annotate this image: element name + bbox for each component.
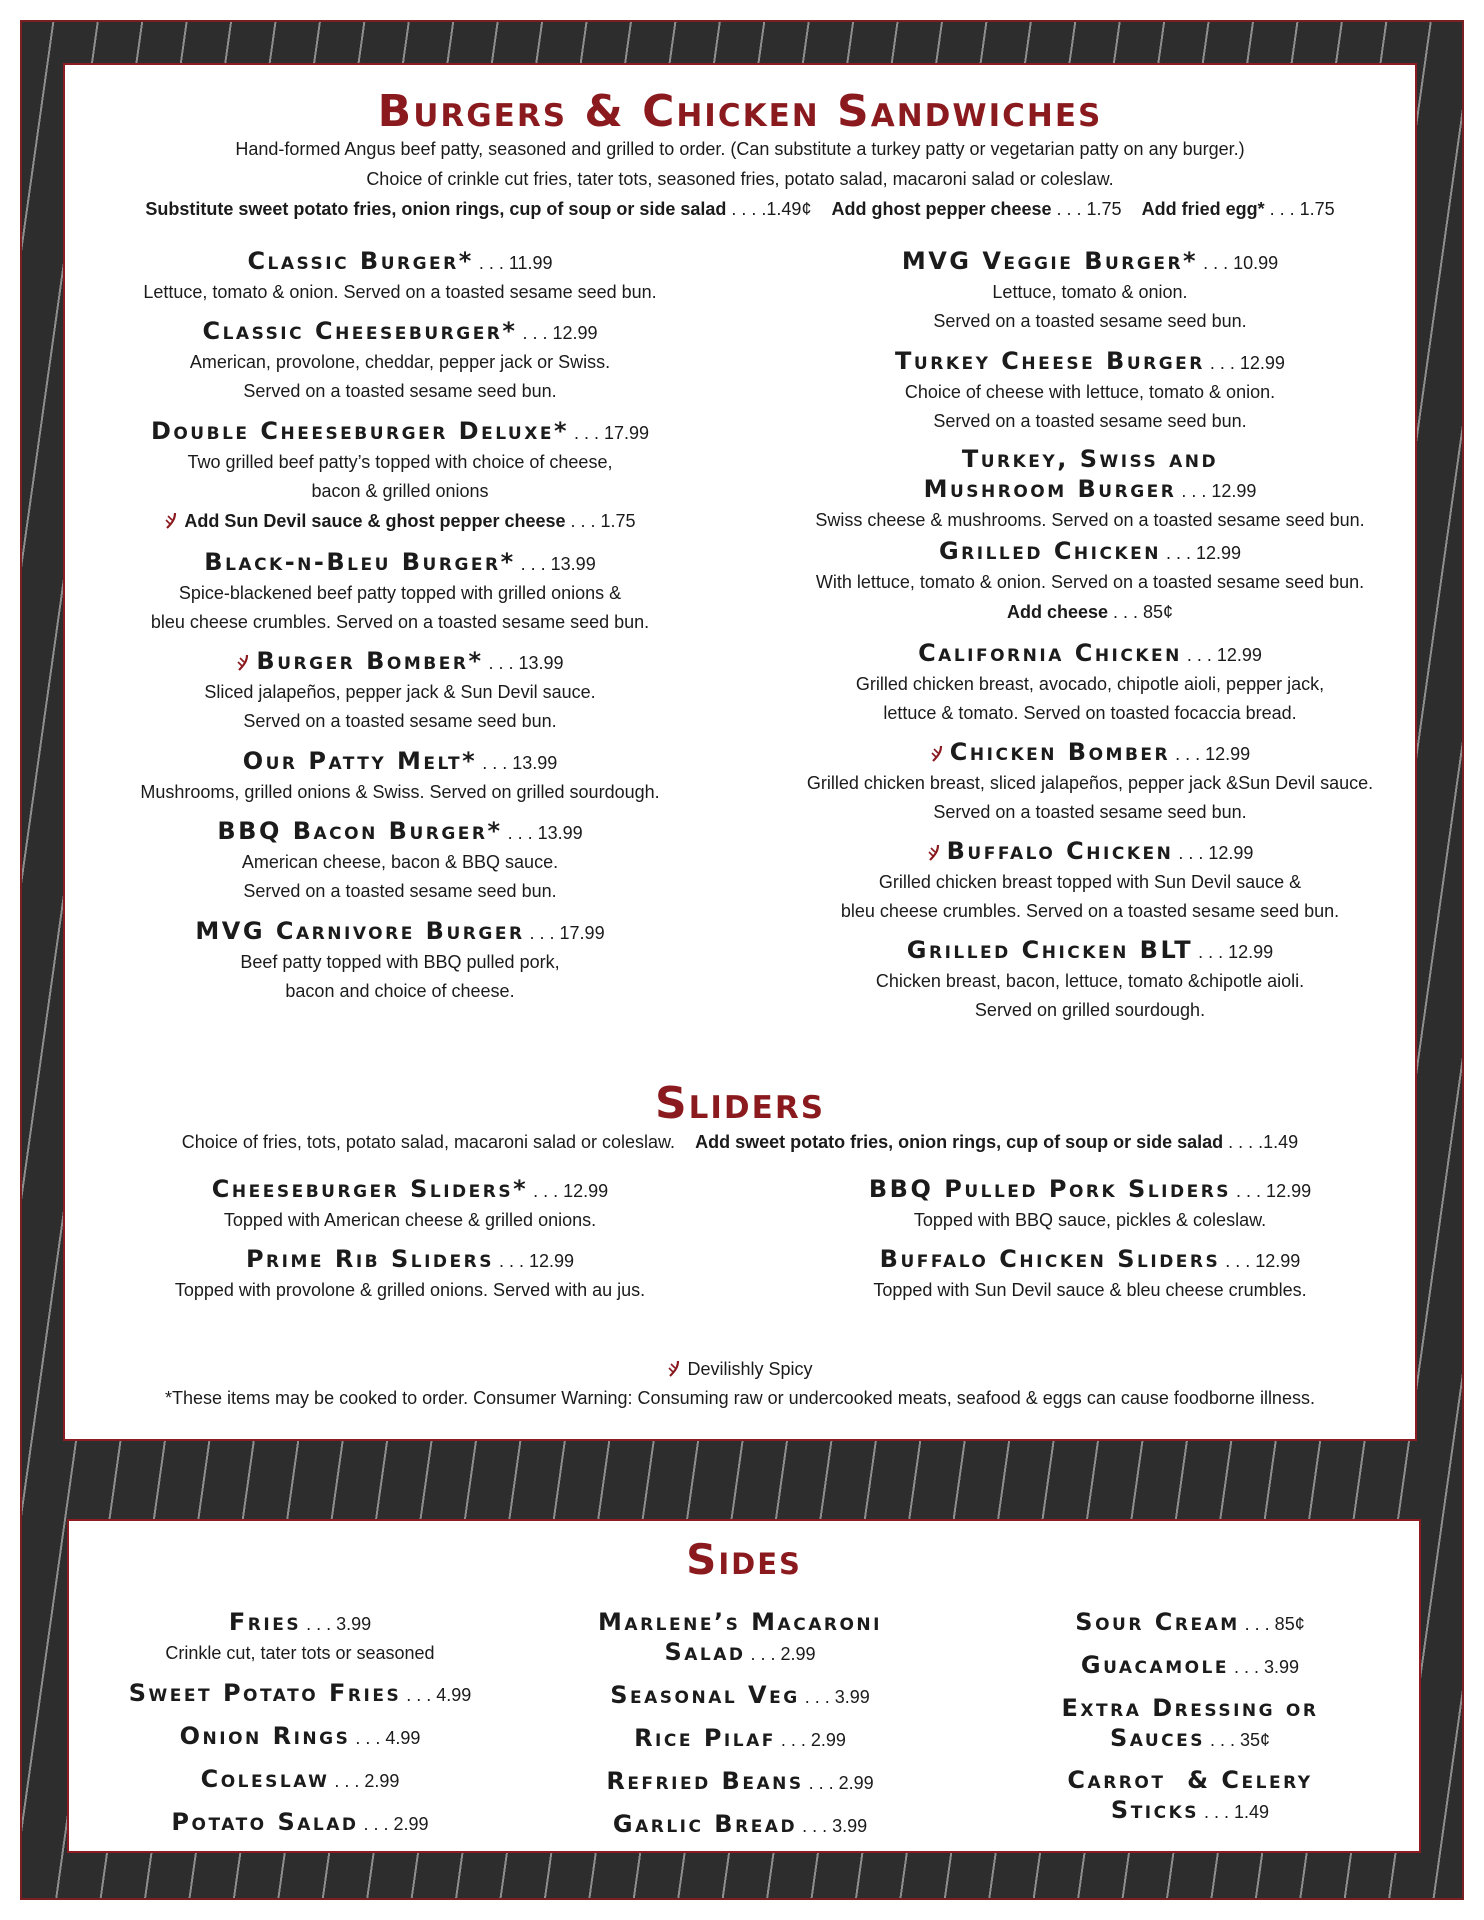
menu-item [775,1244,1405,1305]
item-price: . . . 12.99 [493,1251,575,1271]
item-name: Coleslaw [200,1765,330,1793]
item-name: MVG Carnivore Burger [195,917,525,945]
item-desc: Lettuce, tomato & onion. [992,282,1188,302]
item-price: . . . 35¢ [1205,1730,1271,1750]
item-name: Garlic Bread [612,1810,798,1838]
item-price: . . . 2.99 [358,1814,429,1834]
item-name: Prime Rib Sliders [245,1245,494,1273]
item-desc: Sliced jalapeños, pepper jack & Sun Devil sauce. [204,682,596,702]
item-addon [775,597,1405,627]
item-price: . . . 12.99 [1176,481,1257,501]
item-name: BBQ Pulled Pork Sliders [868,1175,1232,1203]
item-name-line2: Salad [664,1638,746,1666]
item-price: . . . 13.99 [502,823,583,843]
item-desc: lettuce & tomato. Served on toasted focaccia bread. [883,703,1297,723]
item-price: . . . 3.99 [797,1816,868,1836]
item-name: Chicken Bomber [949,738,1171,766]
menu-item [775,935,1405,1025]
item-desc: Grilled chicken breast, avocado, chipotle aioli, pepper jack, [855,674,1325,694]
burgers-intro [63,134,1417,224]
addon-price: . . . 85¢ [1108,602,1174,622]
item-price: . . . 85¢ [1239,1614,1305,1634]
menu-item [100,916,700,1006]
item-price: . . . 2.99 [745,1644,816,1664]
item-desc: With lettuce, tomato & onion. Served on a toasted sesame seed bun. [815,572,1365,592]
item-desc: Served on a toasted sesame seed bun. [933,311,1247,331]
menu-item [775,737,1405,827]
item-name-line1: Extra Dressing or [1061,1694,1319,1722]
item-desc: Served on a toasted sesame seed bun. [933,411,1247,431]
item-name: Rice Pilaf [634,1724,776,1752]
item-desc: Topped with provolone & grilled onions. Served with au jus. [174,1280,646,1300]
item-price: . . . 17.99 [569,423,650,443]
item-name: Cheeseburger Sliders* [211,1175,529,1203]
substitute-price: . . . .1.49¢ [726,199,812,219]
item-desc: Two grilled beef patty’s topped with choice of cheese, [187,452,613,472]
item-desc: American cheese, bacon & BBQ sauce. [241,852,559,872]
item-price: . . . 13.99 [483,653,564,673]
item-name: Turkey Cheese Burger [895,347,1205,375]
menu-item [120,1174,700,1235]
item-desc: Spice-blackened beef patty topped with grilled onions & [178,583,622,603]
item-price: . . . 13.99 [477,753,558,773]
menu-item [775,536,1405,627]
menu-item [100,816,700,906]
item-price: . . . 2.99 [775,1730,846,1750]
item-price: . . . 4.99 [350,1728,421,1748]
burgers-title: Burgers & Chicken Sandwiches [377,86,1103,137]
item-desc: Served on a toasted sesame seed bun. [243,711,557,731]
item-desc: bacon & grilled onions [311,481,489,501]
pepper-icon [236,653,250,671]
burgers-intro-line2: Choice of crinkle cut fries, tater tots, seasoned fries, potato salad, macaroni salad or coleslaw. [366,169,1114,189]
item-name: Sour Cream [1075,1608,1240,1636]
sliders-intro-text: Choice of fries, tots, potato salad, macaroni salad or coleslaw. [181,1132,676,1152]
sides-column-2 [520,1607,960,1841]
item-desc: Swiss cheese & mushrooms. Served on a toasted sesame seed bun. [815,510,1365,530]
addon-price: . . . 1.75 [565,511,636,531]
spicy-legend [63,1354,1417,1384]
item-name: Onion Rings [179,1722,351,1750]
menu-item [100,316,700,406]
item-price: . . . 12.99 [1204,353,1285,373]
item-price: . . . 12.99 [1160,543,1242,563]
item-price: . . . 12.99 [517,323,598,343]
item-desc: Mushrooms, grilled onions & Swiss. Served on grilled sourdough. [140,782,660,802]
item-desc: Topped with Sun Devil sauce & bleu cheese crumbles. [873,1280,1307,1300]
item-name: Burger Bomber* [256,647,484,675]
item-name: Sweet Potato Fries [128,1679,402,1707]
menu-item [100,547,700,637]
menu-item [100,246,700,307]
pepper-icon [667,1359,681,1377]
item-name: Our Patty Melt* [242,747,478,775]
sides-column-1 [80,1607,520,1839]
sides-title: Sides [686,1535,802,1584]
item-desc: Beef patty topped with BBQ pulled pork, [240,952,560,972]
item-price: . . . 4.99 [401,1685,472,1705]
item-name: California Chicken [918,639,1182,667]
item-price: . . . 12.99 [1231,1181,1312,1201]
item-price: . . . 11.99 [473,253,553,273]
item-price: . . . 12.99 [1173,843,1254,863]
item-price: . . . 12.99 [1181,645,1262,665]
item-price: . . . 12.99 [1220,1251,1301,1271]
item-name-line1: Marlene’s Macaroni [598,1608,882,1636]
item-name: BBQ Bacon Burger* [217,817,503,845]
addon-label: Add Sun Devil sauce & ghost pepper cheese [184,511,566,531]
menu-item [120,1244,700,1305]
item-name-line1: Turkey, Swiss and [961,445,1219,473]
item-price: . . . 13.99 [515,554,596,574]
ghost-price: . . . 1.75 [1051,199,1122,219]
menu-item [100,416,700,536]
item-price: . . . 10.99 [1198,253,1279,273]
sides-column-3 [980,1607,1400,1827]
item-price: . . . 17.99 [524,923,605,943]
item-name-line2: Mushroom Burger [923,475,1177,503]
sliders-add-label: Add sweet potato fries, onion rings, cup of soup or side salad [695,1132,1224,1152]
item-price: . . . 12.99 [1170,744,1251,764]
item-name: Buffalo Chicken [946,837,1174,865]
burgers-addons [63,194,1417,224]
item-addon [100,506,700,536]
substitute-label: Substitute sweet potato fries, onion rings, cup of soup or side salad [145,199,727,219]
item-price: . . . 12.99 [528,1181,609,1201]
pepper-icon [930,744,944,762]
item-name: Buffalo Chicken Sliders [879,1245,1221,1273]
item-price: . . . 3.99 [799,1687,870,1707]
item-desc: American, provolone, cheddar, pepper jack or Swiss. [189,352,611,372]
menu-item [775,836,1405,926]
item-name: Double Cheeseburger Deluxe* [150,417,569,445]
item-desc: Crinkle cut, tater tots or seasoned [165,1643,435,1663]
item-desc: Served on a toasted sesame seed bun. [243,381,557,401]
item-name: Fries [228,1608,302,1636]
item-name: Grilled Chicken [938,537,1161,565]
item-desc: Served on a toasted sesame seed bun. [933,802,1247,822]
item-desc: Served on a toasted sesame seed bun. [243,881,557,901]
item-price: . . . 12.99 [1193,942,1274,962]
item-desc: Grilled chicken breast, sliced jalapeños, pepper jack &Sun Devil sauce. [806,773,1374,793]
pepper-icon [927,843,941,861]
menu-item [775,346,1405,436]
menu-item [775,638,1405,728]
menu-item [100,746,700,807]
item-name: MVG Veggie Burger* [901,247,1199,275]
item-name: Guacamole [1080,1651,1230,1679]
item-desc: Chicken breast, bacon, lettuce, tomato &chipotle aioli. [875,971,1305,991]
sliders-add-price: . . . .1.49 [1223,1132,1299,1152]
item-desc: bleu cheese crumbles. Served on a toasted sesame seed bun. [150,612,650,632]
item-name: Black-n-Bleu Burger* [204,548,516,576]
sliders-title: Sliders [654,1078,826,1129]
item-price: . . . 3.99 [1229,1657,1300,1677]
item-name: Potato Salad [171,1808,359,1836]
item-desc: bleu cheese crumbles. Served on a toasted sesame seed bun. [840,901,1340,921]
item-desc: Grilled chicken breast topped with Sun Devil sauce & [878,872,1302,892]
consumer-warning: *These items may be cooked to order. Consumer Warning: Consuming raw or undercooked meats, seafood & eggs can cause foodborne illness. [165,1388,1315,1408]
menu-item [775,444,1405,535]
sliders-intro [63,1127,1417,1157]
item-name: Seasonal Veg [610,1681,800,1709]
egg-price: . . . 1.75 [1264,199,1335,219]
item-price: . . . 2.99 [329,1771,400,1791]
item-desc: Topped with BBQ sauce, pickles & coleslaw. [913,1210,1267,1230]
item-desc: Choice of cheese with lettuce, tomato & onion. [904,382,1276,402]
item-name-line2: Sticks [1110,1796,1200,1824]
addon-label: Add cheese [1006,602,1108,622]
menu-item [775,246,1405,336]
item-desc: bacon and choice of cheese. [285,981,515,1001]
burgers-intro-line1: Hand-formed Angus beef patty, seasoned and grilled to order. (Can substitute a turkey patty or vegetarian patty on any burger.) [235,139,1245,159]
item-name: Classic Burger* [247,247,474,275]
item-price: . . . 1.49 [1199,1802,1270,1822]
menu-item [100,646,700,736]
item-name-line1: Carrot & Celery [1067,1766,1313,1794]
item-desc: Lettuce, tomato & onion. Served on a toasted sesame seed bun. [143,282,657,302]
item-name: Grilled Chicken BLT [906,936,1194,964]
ghost-label: Add ghost pepper cheese [831,199,1052,219]
pepper-icon [164,511,178,529]
item-desc: Served on grilled sourdough. [974,1000,1206,1020]
spicy-label: Devilishly Spicy [687,1359,813,1379]
egg-label: Add fried egg* [1141,199,1265,219]
item-price: . . . 3.99 [301,1614,372,1634]
menu-item [775,1174,1405,1235]
item-name: Refried Beans [606,1767,804,1795]
item-desc: Topped with American cheese & grilled onions. [223,1210,597,1230]
item-price: . . . 2.99 [803,1773,874,1793]
item-name: Classic Cheeseburger* [202,317,518,345]
item-name-line2: Sauces [1109,1724,1205,1752]
